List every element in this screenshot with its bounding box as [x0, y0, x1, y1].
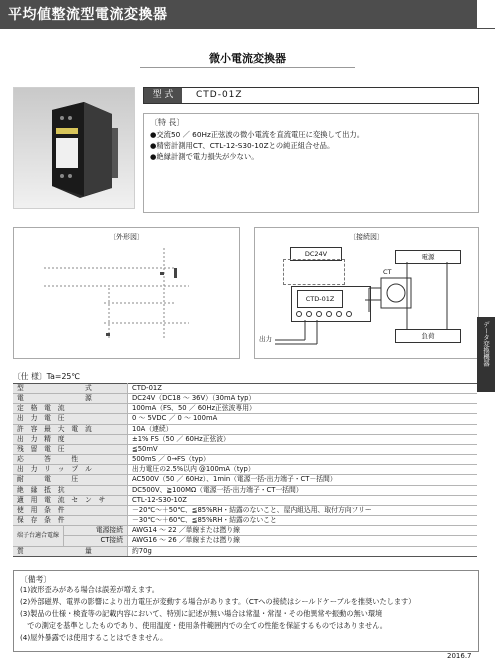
table-row [13, 424, 477, 434]
subtitle-underline [140, 67, 355, 68]
spec-label: 型 式 [13, 384, 128, 394]
spec-sublabel: CT接続 [64, 536, 128, 546]
note-item: (3)製品の仕様・検査等の記載内容において、特別に記述が無い場合は常温・常湿・その他異常や振動の無い環境 [20, 609, 383, 618]
notes-title: 〔備考〕 [20, 575, 52, 584]
spec-value: ±1% FS（50 ／ 60Hz正弦波） [128, 434, 477, 444]
supply-box: 電源 [395, 250, 461, 264]
side-tab-label: データ変換機器 [482, 321, 490, 367]
spec-label: 出 力 精 度 [13, 434, 128, 444]
spec-value: 出力電圧の2.5%以内 @100mA（typ） [128, 465, 477, 475]
spec-value: DC24V（DC18 ～ 36V）（30mA typ） [128, 394, 477, 404]
spec-value: CTD-01Z [128, 384, 477, 394]
spec-value: －30℃～＋60℃、≦85%RH・結露のないこと [128, 516, 477, 526]
features-title: 〔特 長〕 [150, 118, 185, 127]
spec-value: 100mA（FS、50 ／ 60Hz正弦波専用） [128, 404, 477, 414]
spec-value: 約70g [128, 546, 477, 556]
spec-label: 出 力 リ ッ プ ル [13, 465, 128, 475]
model-value: CTD-01Z [196, 90, 243, 100]
table-row [13, 536, 477, 546]
spec-label: 出 力 電 圧 [13, 414, 128, 424]
spec-title: 〔仕 様〕Ta=25℃ [13, 372, 81, 381]
spec-label: 絶 縁 抵 抗 [13, 485, 128, 495]
table-row [13, 465, 477, 475]
table-row [13, 404, 477, 414]
feature-item: ●交流50 ／ 60Hz正弦波の微小電流を直流電圧に変換して出力。 [150, 130, 365, 139]
table-row [13, 495, 477, 505]
model-bar [143, 87, 479, 104]
spec-sublabel: 電源接続 [64, 526, 128, 536]
product-photo [13, 87, 135, 209]
spec-value: 500mS ／ 0→FS（typ） [128, 455, 477, 465]
spec-label: 耐 電 圧 [13, 475, 128, 485]
ct-label: CT [383, 268, 392, 276]
table-row [13, 516, 477, 526]
wiring-diagram-box [254, 227, 479, 359]
spec-label: 保 存 条 件 [13, 516, 128, 526]
table-row [13, 394, 477, 404]
note-item: (2)外部磁界、電界の影響により出力電圧が変動する場合があります。（CTへの接続はシールドケーブルを推奨いたします） [20, 597, 416, 606]
spec-value: AWG14 ～ 22 ／単線または撚り線 [128, 526, 477, 536]
spec-label: 応 答 性 [13, 455, 128, 465]
spec-group-label: 端子台適合電線 [13, 526, 64, 546]
converter-unit-box: CTD-01Z [297, 290, 343, 308]
product-image [14, 88, 134, 208]
table-row [13, 444, 477, 454]
spec-value: AC500V（50 ／ 60Hz）、1min（電源一括-出力端子・CT－括間） [128, 475, 477, 485]
note-item: での測定を基準としたものであり、使用温度・使用条件範囲内での全ての性能を保証するものではありません。 [20, 621, 387, 630]
table-row [13, 384, 477, 394]
spec-value: AWG16 ～ 26 ／単線または撚り線 [128, 536, 477, 546]
table-row [13, 485, 477, 495]
spec-label: 残 留 電 圧 [13, 444, 128, 454]
product-name: 微小電流変換器 [209, 52, 286, 65]
spec-table [13, 383, 477, 557]
load-box: 負荷 [395, 329, 461, 343]
spec-value: 10A（連続） [128, 424, 477, 434]
spec-label: 許 容 最 大 電 流 [13, 424, 128, 434]
spec-label: 使 用 条 件 [13, 505, 128, 515]
model-label: 型 式 [144, 88, 182, 103]
spec-label: 適 用 電 流 セ ン サ [13, 495, 128, 505]
features-box [143, 113, 479, 213]
table-row [13, 546, 477, 556]
spec-value: ≦50mV [128, 444, 477, 454]
note-item: (1)波形歪みがある場合は誤差が増えます。 [20, 585, 159, 594]
spec-label: 定 格 電 流 [13, 404, 128, 414]
output-label: 出力 [259, 335, 272, 343]
note-item: (4)屋外暴露では使用することはできません。 [20, 633, 168, 642]
page-category-title: 平均値整流型電流変換器 [8, 7, 168, 23]
spec-value: 0 ～ 5VDC ／ 0 ～ 100mA [128, 414, 477, 424]
power-supply-box: DC24V [290, 247, 342, 261]
feature-item: ●精密計測用CT、CTL-12-S30-10Zとの純正組合せ品。 [150, 141, 335, 150]
table-row [13, 526, 477, 536]
notes-box [13, 570, 479, 652]
spec-label: 電 源 [13, 394, 128, 404]
spec-value: －20℃～＋50℃、≦85%RH・結露のないこと、屋内組込用、取付方向フリー [128, 505, 477, 515]
feature-item: ●絶縁計測で電力損失が少ない。 [150, 152, 259, 161]
footer-date: 2016.7 [447, 652, 472, 660]
outline-title: 〔外形図〕 [109, 233, 144, 241]
table-row [13, 455, 477, 465]
table-row [13, 475, 477, 485]
table-row [13, 505, 477, 515]
spec-value: DC500V、≧100MΩ（電源一括-出力端子・CT一括間） [128, 485, 477, 495]
header-divider [0, 28, 495, 29]
wiring-title: 〔接続図〕 [349, 233, 384, 241]
table-row [13, 434, 477, 444]
table-row [13, 414, 477, 424]
spec-value: CTL-12-S30-10Z [128, 495, 477, 505]
wiring-lines [255, 228, 478, 358]
outline-drawing-box [13, 227, 240, 359]
spec-label: 質 量 [13, 546, 128, 556]
outline-drawing [14, 228, 239, 358]
